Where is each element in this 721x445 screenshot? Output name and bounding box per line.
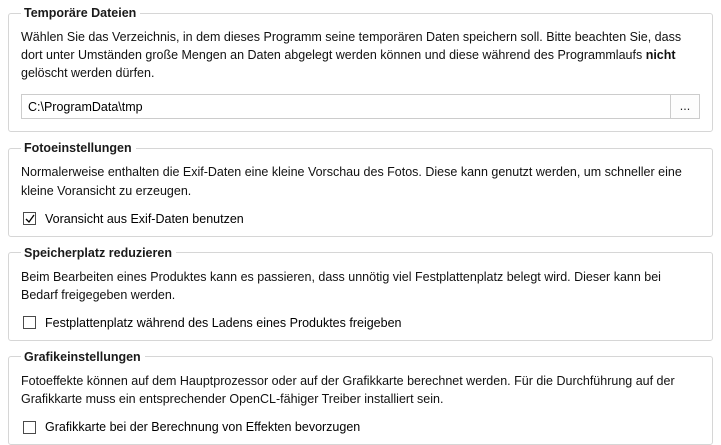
checkmark-icon (25, 214, 35, 224)
group-graphics-settings-legend: Grafikeinstellungen (24, 349, 141, 364)
prefer-gpu-checkbox[interactable] (23, 421, 36, 434)
description-text-part-end: gelöscht werden dürfen. (21, 66, 155, 81)
group-reduce-disk-space-legend: Speicherplatz reduzieren (24, 245, 172, 260)
group-photo-settings-legend: Fotoeinstellungen (24, 141, 132, 156)
free-disk-space-checkbox-label: Festplattenplatz während des Ladens eines Produktes freigeben (45, 315, 402, 330)
description-text-part: Wählen Sie das Verzeichnis, in dem dieses Programm seine temporären Daten speichern soll. Bitte beachten Sie, dass dort unter Umständen große Mengen an Daten abgelegt werden können und diese während des Programmlaufs (21, 30, 682, 63)
temp-path-row (21, 94, 700, 119)
description-text-emphasis: nicht (645, 48, 676, 63)
group-temporary-files (8, 6, 713, 132)
prefer-gpu-checkbox-row[interactable] (23, 420, 700, 434)
exif-preview-checkbox-label: Voransicht aus Exif-Daten benutzen (45, 211, 244, 226)
group-reduce-disk-space-description: Beim Bearbeiten eines Produktes kann es passieren, dass unnötig viel Festplattenplatz belegt wird. Dieser kann bei Bedarf freigegeben werden. (21, 269, 661, 302)
free-disk-space-checkbox-row[interactable] (23, 316, 700, 330)
prefer-gpu-checkbox-label: Grafikkarte bei der Berechnung von Effekten bevorzugen (45, 420, 361, 435)
exif-preview-checkbox[interactable] (23, 212, 36, 225)
group-photo-settings-description: Normalerweise enthalten die Exif-Daten eine kleine Vorschau des Fotos. Diese kann genutzt werden, um schneller eine kleine Voransicht zu erzeugen. (21, 165, 682, 198)
group-photo-settings (8, 141, 713, 236)
exif-preview-checkbox-row[interactable] (23, 212, 700, 226)
group-reduce-disk-space (8, 246, 713, 341)
browse-button[interactable]: ... (670, 94, 700, 119)
group-graphics-settings-description: Fotoeffekte können auf dem Hauptprozessor oder auf der Grafikkarte berechnet werden. Für die Durchführung auf der Grafikkarte muss ein entsprechender OpenCL-fähiger Treiber installiert sein. (21, 373, 675, 406)
group-temporary-files-description (21, 28, 700, 82)
temp-path-input[interactable] (21, 94, 670, 119)
group-temporary-files-legend: Temporäre Dateien (24, 6, 137, 20)
group-graphics-settings (8, 350, 713, 445)
free-disk-space-checkbox[interactable] (23, 316, 36, 329)
